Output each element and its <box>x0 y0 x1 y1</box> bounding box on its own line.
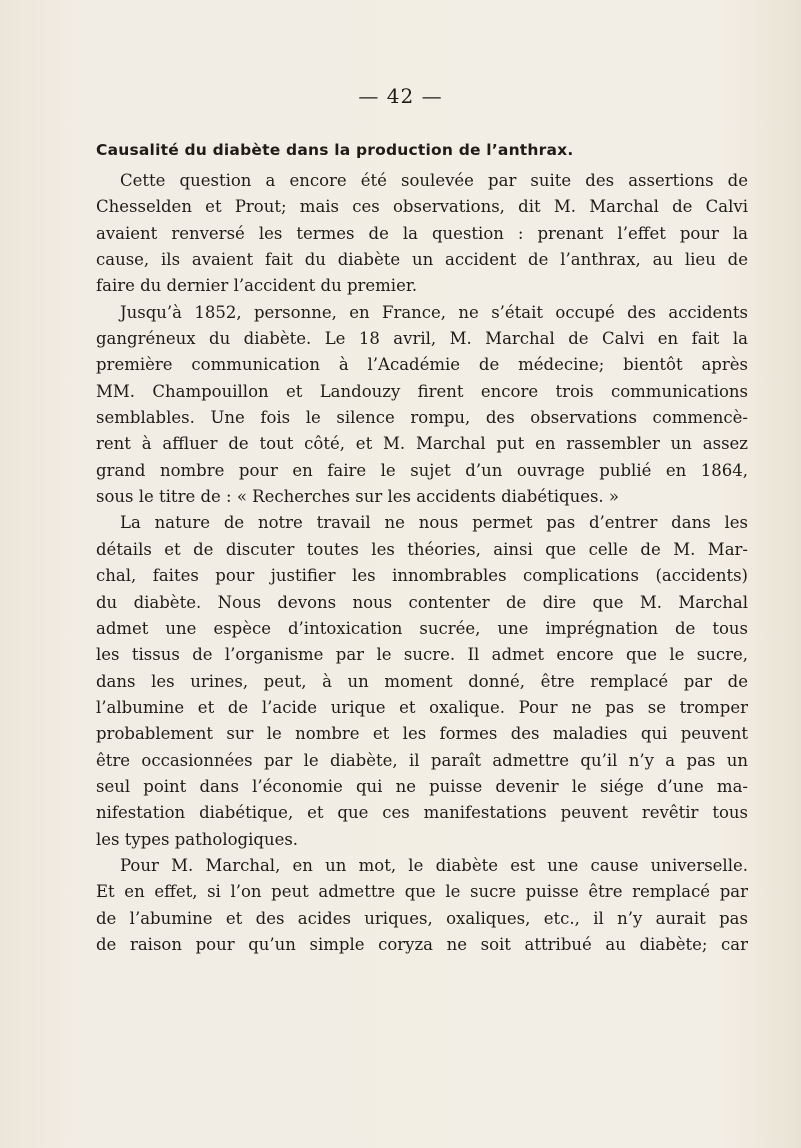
text-line: de raison pour qu’un simple coryza ne soit attribué au diabète; car <box>96 934 748 954</box>
text-line: seul point dans l’économie qui ne puisse devenir le siége d’une ma- <box>96 776 748 796</box>
text-line: détails et de discuter toutes les théories, ainsi que celle de M. Mar- <box>96 539 748 559</box>
text-line: semblables. Une fois le silence rompu, des observations commencè- <box>96 408 748 428</box>
text-line: cause, ils avaient fait du diabète un accident de l’anthrax, au lieu de <box>96 250 748 270</box>
text-line: Cette question a encore été soulevée par suite des assertions de <box>120 171 748 190</box>
text-line: première communication à l’Académie de médecine; bientôt après <box>96 355 748 375</box>
text-line: du diabète. Nous devons nous contenter de dire que M. Marchal <box>96 592 748 612</box>
text-line: chal, faites pour justifier les innombrables complications (accidents) <box>96 566 748 586</box>
text-line: les tissus de l’organisme par le sucre. Il admet encore que le sucre, <box>96 645 748 665</box>
text-line: probablement sur le nombre et les formes des maladies qui peuvent <box>96 724 748 744</box>
text-line: de l’abumine et des acides uriques, oxaliques, etc., il n’y aurait pas <box>96 908 748 928</box>
text-line: sous le titre de : « Recherches sur les accidents diabétiques. » <box>96 487 620 507</box>
text-line: les types pathologiques. <box>96 829 299 849</box>
text-line: être occasionnées par le diabète, il paraît admettre qu’il n’y a pas un <box>96 750 748 770</box>
text-line: Et en effet, si l’on peut admettre que le sucre puisse être remplacé par <box>96 882 748 902</box>
text-line: MM. Champouillon et Landouzy firent encore trois communications <box>96 381 748 401</box>
text-line: avaient renversé les termes de la question : prenant l’effet pour la <box>96 223 748 243</box>
text-line: La nature de notre travail ne nous permet pas d’entrer dans les <box>120 513 748 533</box>
text-line: l’albumine et de l’acide urique et oxalique. Pour ne pas se tromper <box>96 697 748 717</box>
text-line: nifestation diabétique, et que ces manifestations peuvent revêtir tous <box>96 803 748 823</box>
text-line: dans les urines, peut, à un moment donné, être remplacé par de <box>96 671 748 691</box>
body-text <box>96 168 748 958</box>
text-line: admet une espèce d’intoxication sucrée, une imprégnation de tous <box>96 618 748 638</box>
text-line: Jusqu’à 1852, personne, en France, ne s’était occupé des accidents <box>120 302 748 322</box>
text-line: rent à affluer de tout côté, et M. Marchal put en rassembler un assez <box>96 434 748 454</box>
text-line: faire du dernier l’accident du premier. <box>96 276 418 296</box>
text-line: grand nombre pour en faire le sujet d’un ouvrage publié en 1864, <box>96 460 748 480</box>
page-number: — 42 — <box>358 84 443 108</box>
text-line: gangréneux du diabète. Le 18 avril, M. Marchal de Calvi en fait la <box>96 329 748 349</box>
text-line: Pour M. Marchal, en un mot, le diabète est une cause universelle. <box>120 855 748 875</box>
section-heading: Causalité du diabète dans la production de l’anthrax. <box>96 141 574 159</box>
text-line: Chesselden et Prout; mais ces observations, dit M. Marchal de Calvi <box>96 197 748 217</box>
